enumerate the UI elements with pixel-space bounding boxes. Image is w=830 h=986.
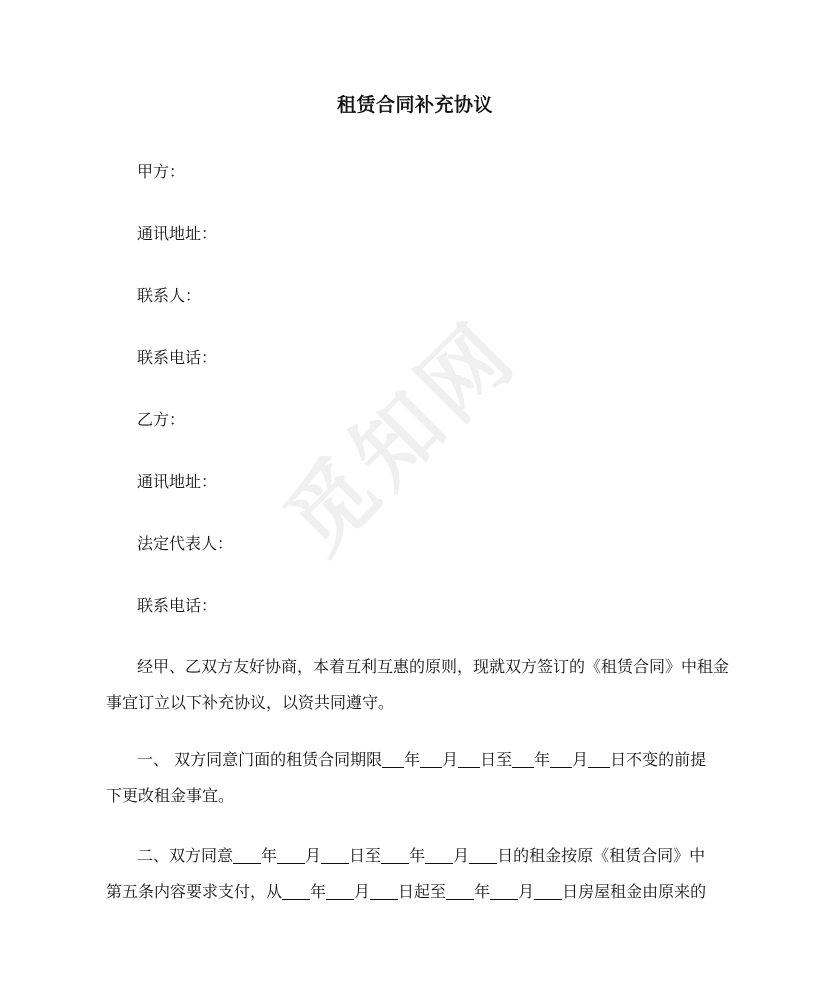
blank-new-start-year[interactable] xyxy=(282,881,310,900)
day-from-text: 日起至 xyxy=(398,882,447,901)
blank-start-day[interactable] xyxy=(458,749,480,768)
blank-start-month[interactable] xyxy=(420,749,442,768)
intro-line-2: 事宜订立以下补充协议，以资共同遵守。 xyxy=(106,693,395,712)
year-text: 年 xyxy=(261,846,278,865)
clause-1-line-2: 下更改租金事宜。 xyxy=(106,786,235,805)
watermark: 觅知网 xyxy=(266,302,537,573)
blank-new-start-month[interactable] xyxy=(326,881,354,900)
blank-end-day[interactable] xyxy=(588,749,610,768)
month-text: 月 xyxy=(572,750,589,769)
month-text: 月 xyxy=(354,882,371,901)
blank-new-start-day[interactable] xyxy=(370,881,398,900)
month-text: 月 xyxy=(305,846,322,865)
blank-original-start-day[interactable] xyxy=(321,845,349,864)
blank-new-end-day[interactable] xyxy=(534,881,562,900)
party-a-contact-label: 联系人： xyxy=(137,286,202,305)
clause-2-line-2 xyxy=(106,874,728,910)
party-b-phone-label: 联系电话： xyxy=(137,596,218,615)
blank-end-year[interactable] xyxy=(512,749,534,768)
party-a-label: 甲方： xyxy=(137,162,186,181)
clause-2-prefix: 二、双方同意 xyxy=(137,846,234,865)
document-title: 租赁合同补充协议 xyxy=(336,94,493,116)
day-to-text: 日至 xyxy=(480,750,513,769)
party-b-legal-rep-label: 法定代表人： xyxy=(137,534,234,553)
party-b-address-label: 通讯地址： xyxy=(137,472,218,491)
clause-2-line-1-end: 日的租金按原《租赁合同》中 xyxy=(497,846,706,865)
blank-end-month[interactable] xyxy=(550,749,572,768)
year-text: 年 xyxy=(409,846,426,865)
clause-2-line-1 xyxy=(106,838,728,874)
blank-new-end-month[interactable] xyxy=(490,881,518,900)
month-text: 月 xyxy=(453,846,470,865)
year-text: 年 xyxy=(474,882,491,901)
month-text: 月 xyxy=(442,750,459,769)
day-to-text: 日至 xyxy=(349,846,382,865)
month-text: 月 xyxy=(518,882,535,901)
blank-original-end-year[interactable] xyxy=(381,845,409,864)
party-a-phone-label: 联系电话： xyxy=(137,348,218,367)
clause-2 xyxy=(106,838,728,910)
clause-1-line-1 xyxy=(106,742,728,778)
blank-original-start-year[interactable] xyxy=(233,845,261,864)
clause-2-line-2-end: 日房屋租金由原来的 xyxy=(562,882,707,901)
intro-paragraph xyxy=(106,649,728,721)
blank-start-year[interactable] xyxy=(382,749,404,768)
blank-original-start-month[interactable] xyxy=(277,845,305,864)
clause-1-end: 日不变的前提 xyxy=(610,750,707,769)
clause-1-prefix: 一、 双方同意门面的租赁合同期限 xyxy=(137,750,383,769)
blank-original-end-month[interactable] xyxy=(425,845,453,864)
blank-new-end-year[interactable] xyxy=(446,881,474,900)
party-a-address-label: 通讯地址： xyxy=(137,224,218,243)
year-text: 年 xyxy=(404,750,421,769)
clause-1 xyxy=(106,742,728,814)
party-b-label: 乙方： xyxy=(137,410,186,429)
blank-original-end-day[interactable] xyxy=(469,845,497,864)
clause-2-line-2-prefix: 第五条内容要求支付，从 xyxy=(106,882,283,901)
year-text: 年 xyxy=(534,750,551,769)
intro-line-1: 经甲、乙双方友好协商，本着互利互惠的原则，现就双方签订的《租赁合同》中租金 xyxy=(137,657,730,676)
year-text: 年 xyxy=(310,882,327,901)
